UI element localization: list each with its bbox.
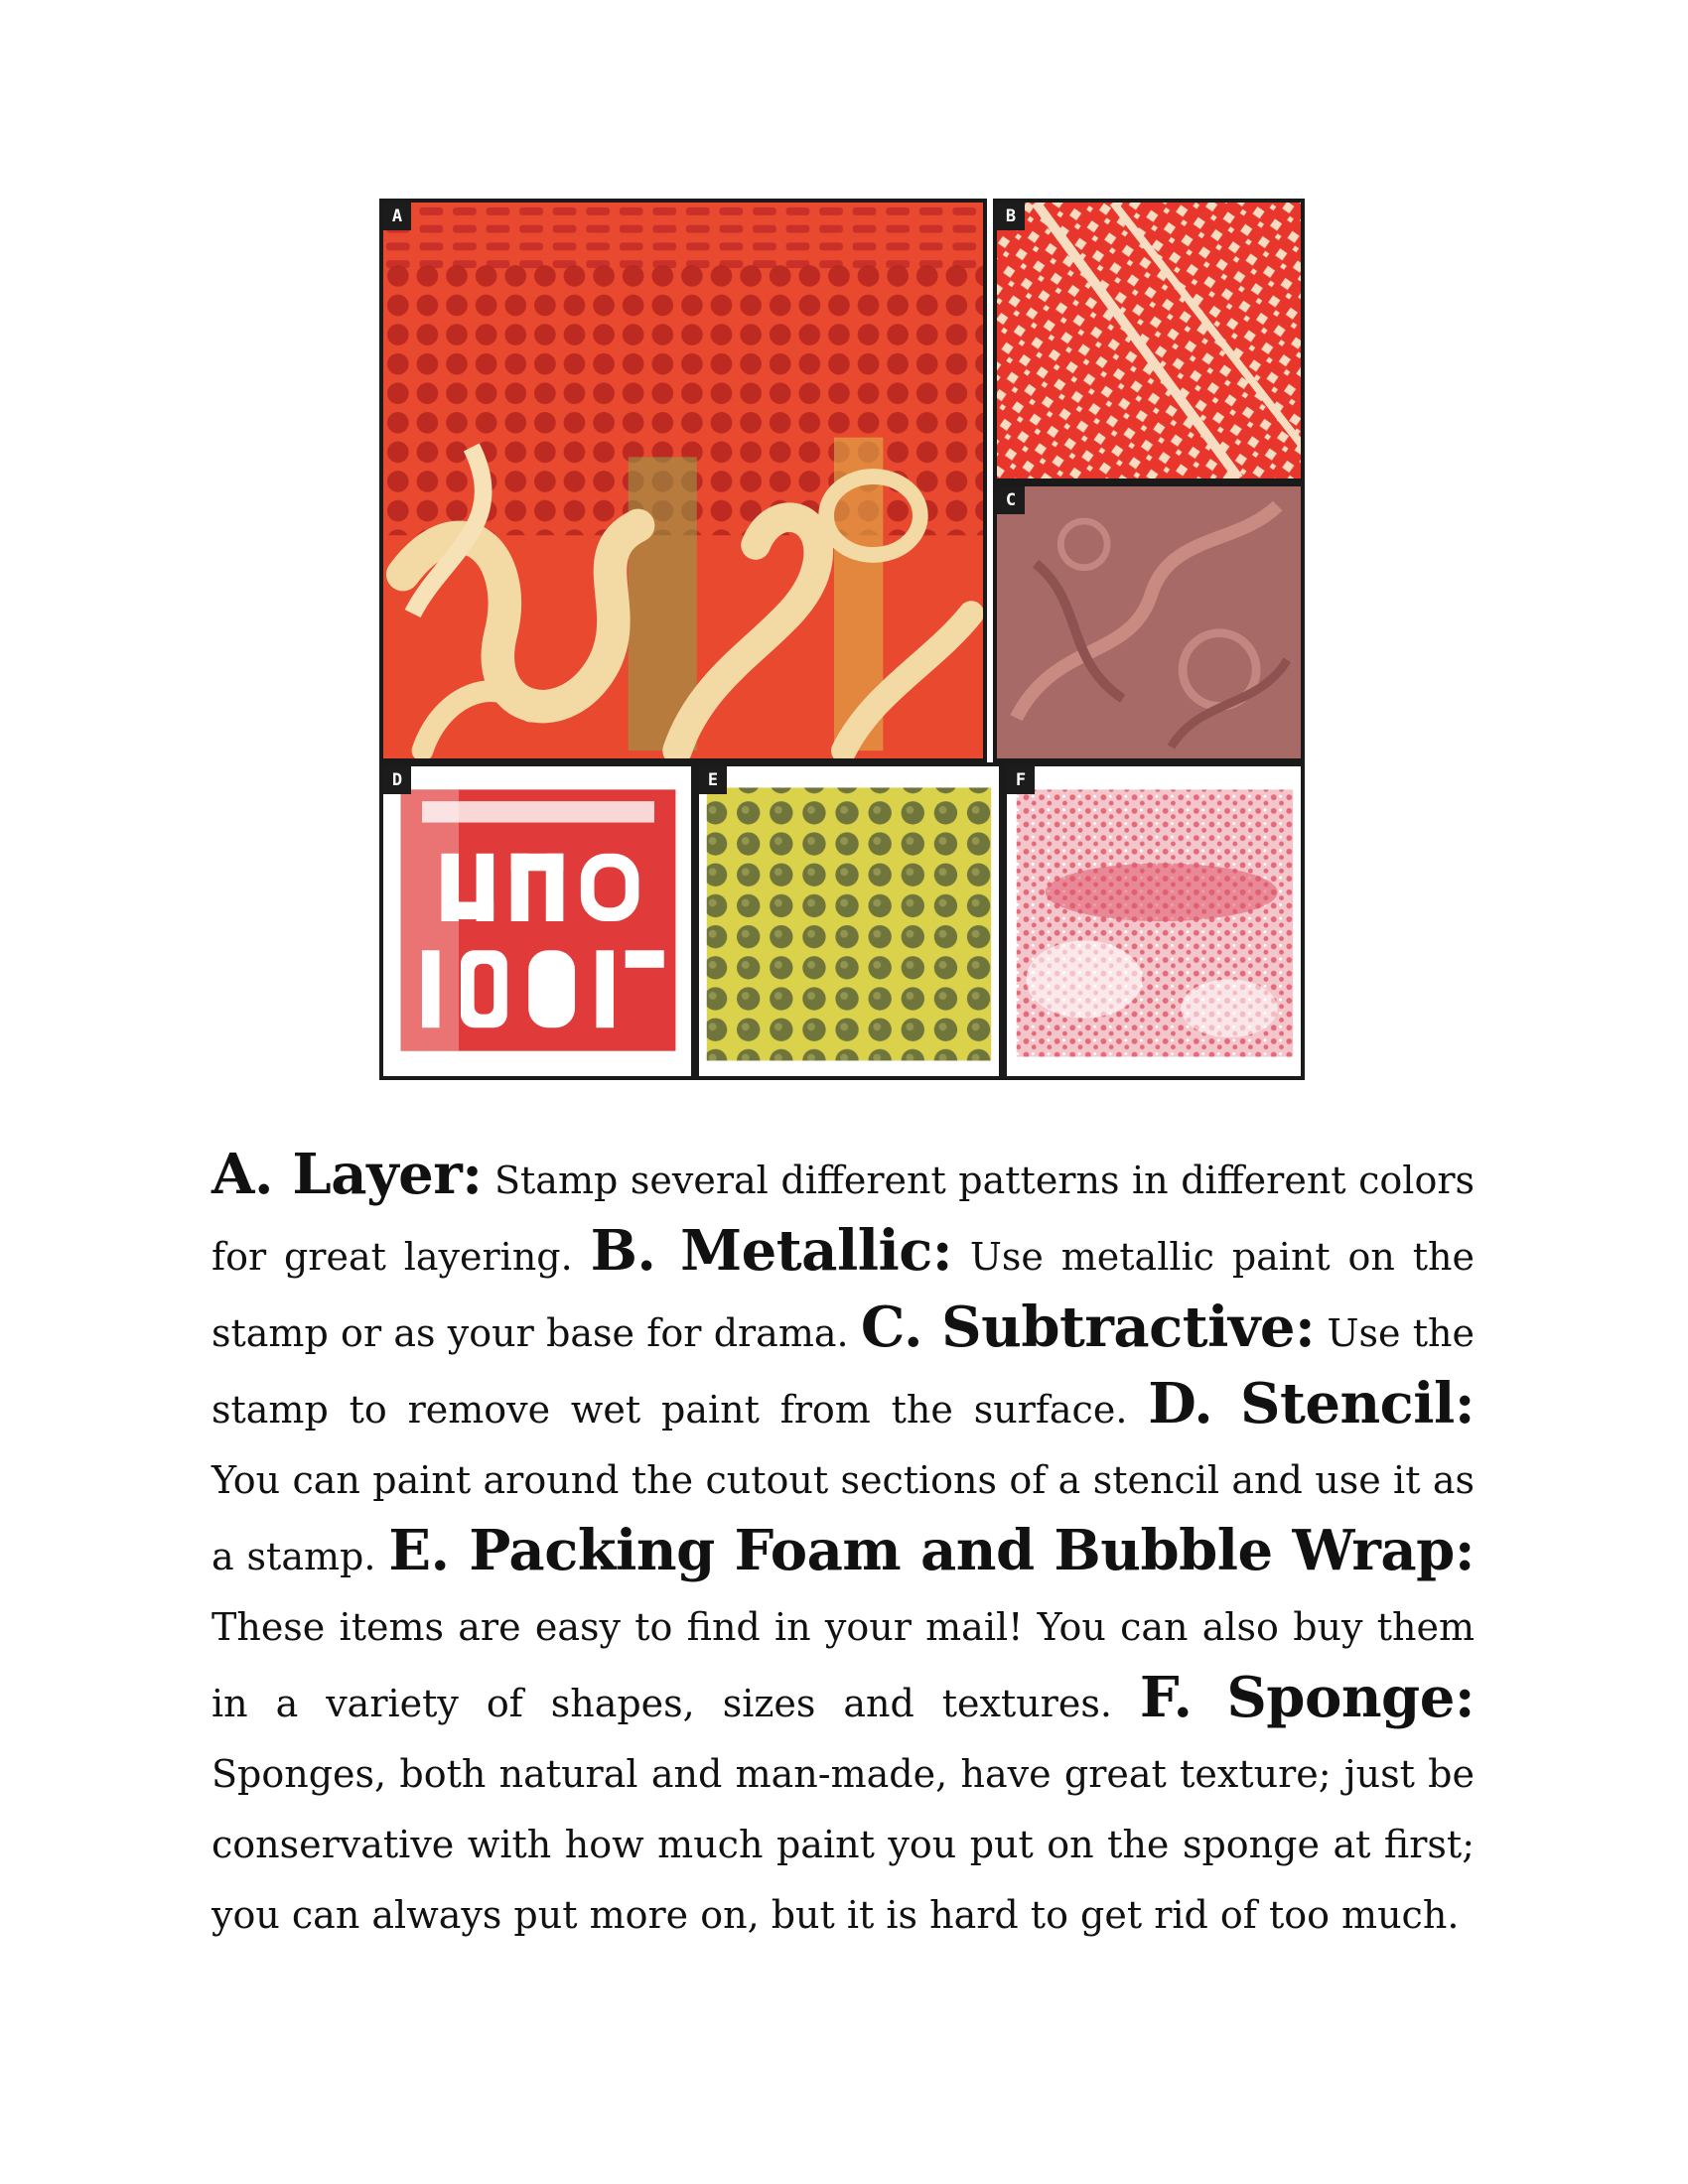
panel-a-label: A [383,203,411,230]
panel-e-bubble-wrap-sample [695,762,1003,1080]
panel-c-subtractive-sample [993,482,1305,762]
panel-d-label: D [383,766,411,794]
caption-e-text: These items are easy to find in your mail! You can also buy them in a variety of shapes, sizes and textures. [211,1605,1475,1725]
panel-e-label: E [699,766,727,794]
caption-c-lead: C. Subtractive: [860,1295,1316,1360]
panel-f-label: F [1007,766,1035,794]
caption-f-text: Sponges, both natural and man-made, have great texture; just be conservative with how much paint you put on the sponge at first; you can always put more on, but it is hard to get rid of too much. [211,1752,1475,1937]
stencil-pattern-image [383,766,691,1076]
panel-c-label: C [997,486,1025,514]
caption-a-text: Stamp several different patterns in different colors for great layering. [211,1159,1475,1279]
panel-b-label: B [997,203,1025,230]
sponge-pattern-image [1007,766,1301,1076]
caption-text [211,1140,1475,1951]
caption-c-text: Use the stamp to remove wet paint from the surface. [211,1311,1476,1432]
caption-d-text: You can paint around the cutout sections of a stencil and use it as a stamp. [211,1458,1475,1578]
panel-a-layer-sample [379,199,987,762]
caption-e-lead: E. Packing Foam and Bubble Wrap: [388,1518,1475,1583]
layer-pattern-image [383,203,983,758]
caption-b-lead: B. Metallic: [590,1218,953,1284]
subtractive-pattern-image [997,486,1301,758]
panel-f-sponge-sample [1003,762,1305,1080]
caption-b-text: Use metallic paint on the stamp or as your base for drama. [211,1235,1475,1355]
metallic-pattern-image [997,203,1301,478]
bubble-wrap-pattern-image [699,766,999,1076]
caption-d-lead: D. Stencil: [1148,1371,1475,1436]
caption-f-lead: F. Sponge: [1139,1665,1475,1730]
panel-b-metallic-sample [993,199,1305,482]
panel-d-stencil-sample [379,762,695,1080]
stamp-technique-figure [379,199,1305,1080]
caption-a-lead: A. Layer: [211,1142,483,1207]
